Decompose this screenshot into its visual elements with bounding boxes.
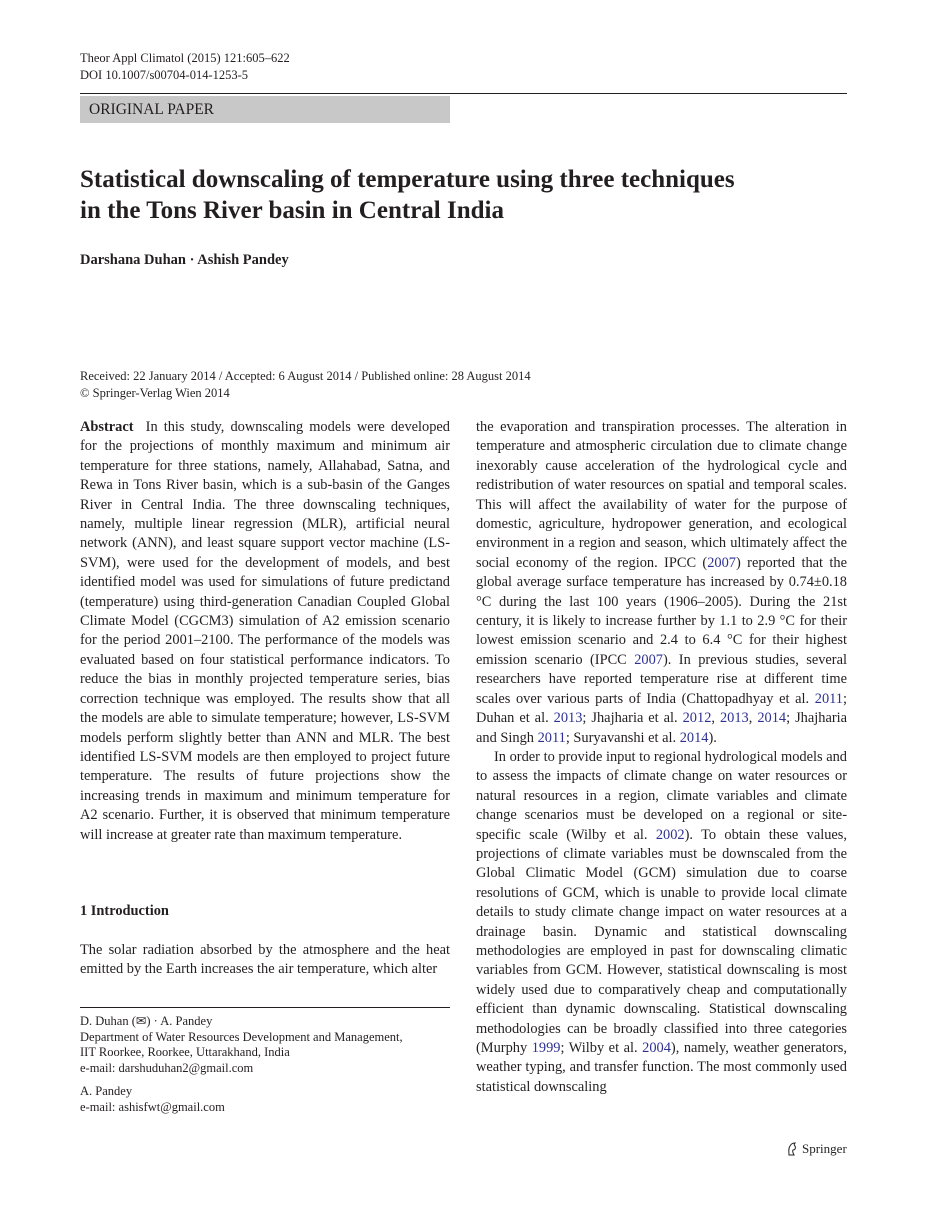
authors: Darshana Duhan · Ashish Pandey: [80, 252, 289, 268]
abstract-paragraph: [80, 418, 450, 845]
text-run: ,: [748, 710, 758, 727]
doi: DOI 10.1007/s00704-014-1253-5: [80, 67, 249, 82]
author-affiliations: [80, 1014, 460, 1115]
copyright: © Springer-Verlag Wien 2014: [80, 385, 230, 400]
right-column: [476, 418, 847, 1097]
citation-link[interactable]: 1999: [531, 1040, 561, 1056]
text-run: ).: [708, 729, 717, 746]
journal-citation: Theor Appl Climatol (2015) 121:605–622: [80, 51, 290, 65]
email-pandey[interactable]: e-mail: ashisfwt@gmail.com: [80, 1099, 225, 1114]
body-paragraph-2: [476, 748, 847, 1097]
citation-link[interactable]: 2014: [679, 729, 709, 746]
springer-horse-icon: [786, 1142, 798, 1156]
citation-link[interactable]: 2012: [682, 710, 712, 727]
footnote-rule: [80, 1007, 450, 1008]
text-run: ; Duhan et al.: [476, 690, 847, 727]
citation-link[interactable]: 2007: [707, 554, 736, 571]
citation-link[interactable]: 2011: [814, 690, 843, 707]
text-run: ). In previous studies, several researchers have reported temperature rise at different time scales over various parts of India (Chattopadhyay et al.: [476, 651, 847, 707]
citation-link[interactable]: 2004: [642, 1040, 671, 1056]
title-line-1: Statistical downscaling of temperature using three techniques: [80, 166, 735, 193]
header-rule: [80, 93, 847, 94]
abstract-text: In this study, downscaling models were developed for the projections of monthly maximum and minimum air temperature for three stations, namely, Allahabad, Satna, and Rewa in Tons River basin, which is a sub-basin of the Ganges River in Central India. The three downscaling techniques, namely, multiple linear regression (MLR), artificial neural network (ANN), and least square support vector machine (LS-SVM), were used for the development of models, and best identified model was used for simulations of future predictand (temperature) using third-generation Canadian Coupled Global Climate Model (CGCM3) simulation of A2 emission scenario for the period 2001–2100. The performance of the models was evaluated based on four statistical performance indicators. To reduce the bias in monthly projected temperature series, bias correction technique was employed. The results show that all the models are able to simulate temperature; however, LS-SVM models perform slightly better than ANN and MLR. The best identified LS-SVM models are then employed to project future temperature. The results of future projections show the increasing trends in maximum and minimum temperature for A2 scenario. Further, it is observed that minimum temperature will increase at greater rate than maximum temperature.: [80, 419, 450, 843]
text-run: ,: [711, 710, 720, 727]
text-run: ), namely, weather generators, weather typing, and transfer function. The most commonly used statistical downscaling: [476, 1040, 847, 1095]
citation-link[interactable]: 2007: [634, 651, 663, 668]
publisher-name: Springer: [802, 1141, 847, 1156]
article-type-badge: ORIGINAL PAPER: [80, 96, 450, 123]
section-heading: 1 Introduction: [80, 903, 169, 919]
citation-link[interactable]: 2014: [757, 710, 787, 727]
citation-link[interactable]: 2002: [655, 826, 685, 843]
text-run: ) reported that the global average surface temperature has increased by 0.74±0.18 °C during the last 100 years (1906–2005). During the 21st century, it is likely to increase further by 1.1 to 2.9 °C for their lowest emission scenario and 2.4 to 6.4 °C for their highest emission scenario (IPCC: [476, 554, 847, 668]
email-duhan[interactable]: e-mail: darshuduhan2@gmail.com: [80, 1060, 254, 1075]
citation-link[interactable]: 2011: [537, 729, 566, 746]
text-run: In order to provide input to regional hydrological models and to assess the impacts of climate change on water resources or natural resources in a region, climate variables and climate change scenarios must be developed on a regional or site-specific scale (Wilby et al.: [476, 748, 847, 843]
second-author: A. Pandey: [80, 1084, 133, 1098]
text-run: ; Wilby et al.: [560, 1040, 643, 1056]
intro-text: The solar radiation absorbed by the atmosphere and the heat emitted by the Earth increases the air temperature, which alter: [80, 942, 450, 978]
journal-reference: [80, 50, 290, 83]
intro-paragraph: [80, 941, 450, 980]
title-line-2: in the Tons River basin in Central India: [80, 197, 504, 224]
citation-link[interactable]: 2013: [719, 710, 749, 727]
text-run: the evaporation and transpiration processes. The alteration in temperature and atmospheric circulation due to climate change inexorably cause acceleration of the hydrological cycle and redistribution of water resources on spatial and temporal scales. This will affect the availability of water for the purpose of domestic, agriculture, hydropower generation, and ecological environment in a region and season, which ultimately affect the social economy of the region. IPCC (: [476, 419, 847, 571]
department: Department of Water Resources Development and Management,: [80, 1029, 403, 1044]
citation-link[interactable]: 2013: [553, 710, 583, 727]
publisher-logo: [786, 1141, 847, 1157]
publication-dates: [80, 368, 531, 401]
body-paragraph-1: [476, 418, 847, 748]
institution: IIT Roorkee, Roorkee, Uttarakhand, India: [80, 1045, 290, 1059]
text-run: ; Jhajharia et al.: [582, 710, 683, 727]
abstract-block: [80, 418, 450, 845]
text-run: ). To obtain these values, projections of climate variables must be downscaled from the Global Climatic Model (GCM) simulation due to coarse resolutions of GCM, which is unable to provide local climate details to study climate change impact on water resources at a drainage basin. Dynamic and statistical downscaling methodologies are employed in past for downscaling climatic variables from GCM. However, statistical downscaling is most widely used due to comparatively cheap and computationally efficient than dynamic downscaling. Statistical downscaling methodologies can be broadly classified into three categories (Murphy: [476, 826, 847, 1056]
text-run: ; Suryavanshi et al.: [565, 729, 680, 746]
abstract-label: Abstract: [80, 419, 134, 435]
received-accepted-published: Received: 22 January 2014 / Accepted: 6 August 2014 / Published online: 28 August 2014: [80, 369, 531, 383]
corresponding-authors: D. Duhan (✉) · A. Pandey: [80, 1014, 213, 1028]
text-run: ; Jhajharia and Singh: [476, 710, 848, 746]
paper-title: [80, 164, 840, 226]
